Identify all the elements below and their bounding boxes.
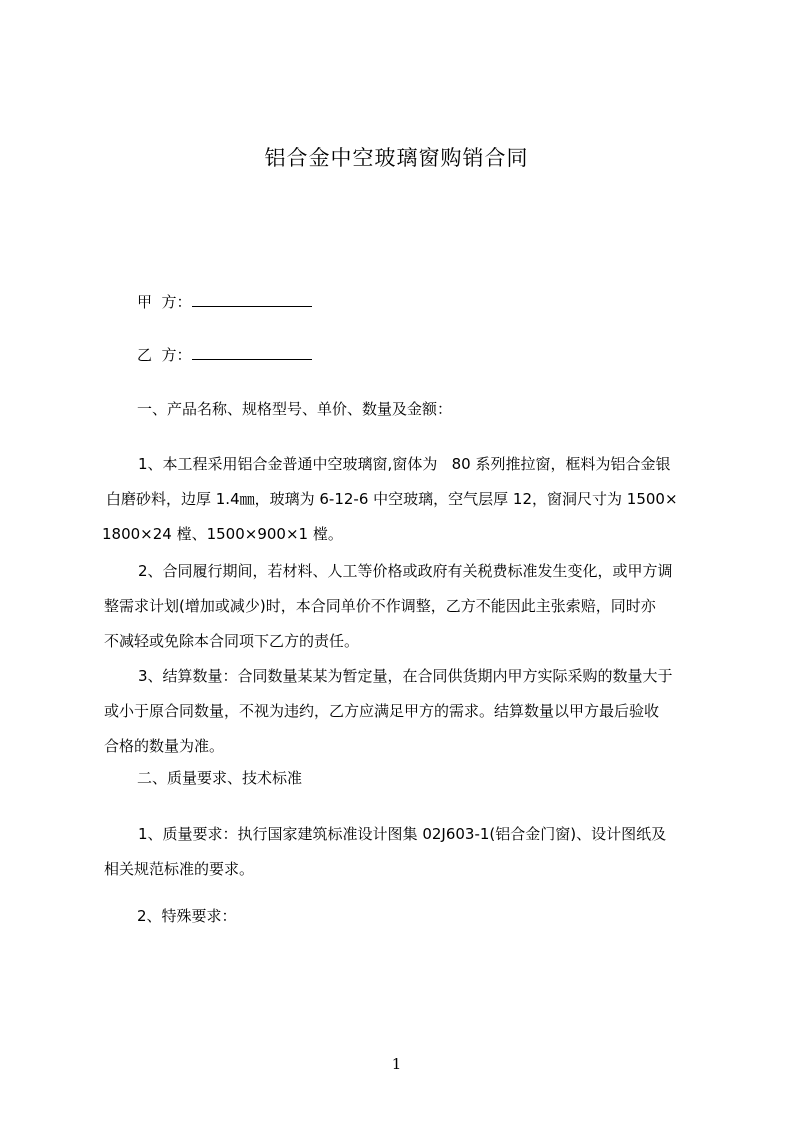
party-b-blank[interactable]	[192, 345, 312, 360]
paragraph-line: 或小于原合同数量，不视为违约，乙方应满足甲方的需求。结算数量以甲方最后验收	[104, 702, 660, 720]
paragraph-line: 3、结算数量：合同数量某某为暂定量，在合同供货期内甲方实际采购的数量大于	[138, 667, 673, 685]
section-1-item-2	[104, 554, 714, 659]
party-b-line	[137, 342, 312, 368]
party-a-blank[interactable]	[192, 292, 312, 307]
paragraph-line: 1、质量要求：执行国家建筑标准设计图集 02J603-1(铝合金门窗)、设计图纸及	[138, 825, 667, 843]
paragraph-line: 1、本工程采用铝合金普通中空玻璃窗,窗体为 80 系列推拉窗，框料为铝合金银	[138, 455, 671, 473]
party-a-label: 甲 方：	[137, 293, 192, 311]
party-b-label: 乙 方：	[137, 346, 192, 364]
paragraph-line: 不减轻或免除本合同项下乙方的责任。	[104, 632, 360, 650]
section-1-item-1	[104, 447, 714, 552]
section-1-item-3	[104, 659, 714, 764]
document-title: 铝合金中空玻璃窗购销合同	[264, 146, 529, 170]
paragraph-line: 合格的数量为准。	[104, 737, 225, 755]
section-2-heading: 二、质量要求、技术标准	[137, 769, 303, 787]
paragraph-line: 2、合同履行期间，若材料、人工等价格或政府有关税费标准发生变化，或甲方调	[138, 562, 673, 580]
section-2-item-1	[104, 817, 714, 887]
page-number: 1	[391, 1055, 402, 1073]
paragraph-line: 白磨砂料，边厚 1.4㎜，玻璃为 6-12-6 中空玻璃，空气层厚 12，窗洞尺寸为 1500×	[106, 490, 678, 508]
section-2-item-2: 2、特殊要求：	[137, 907, 237, 925]
paragraph-line: 整需求计划(增加或减少)时，本合同单价不作调整，乙方不能因此主张索赔，同时亦	[104, 597, 656, 615]
paragraph-line: 相关规范标准的要求。	[104, 860, 255, 878]
party-a-line	[137, 289, 312, 315]
paragraph-line: 1800×24 樘、1500×900×1 樘。	[102, 525, 343, 543]
section-1-heading: 一、产品名称、规格型号、单价、数量及金额：	[137, 400, 453, 418]
